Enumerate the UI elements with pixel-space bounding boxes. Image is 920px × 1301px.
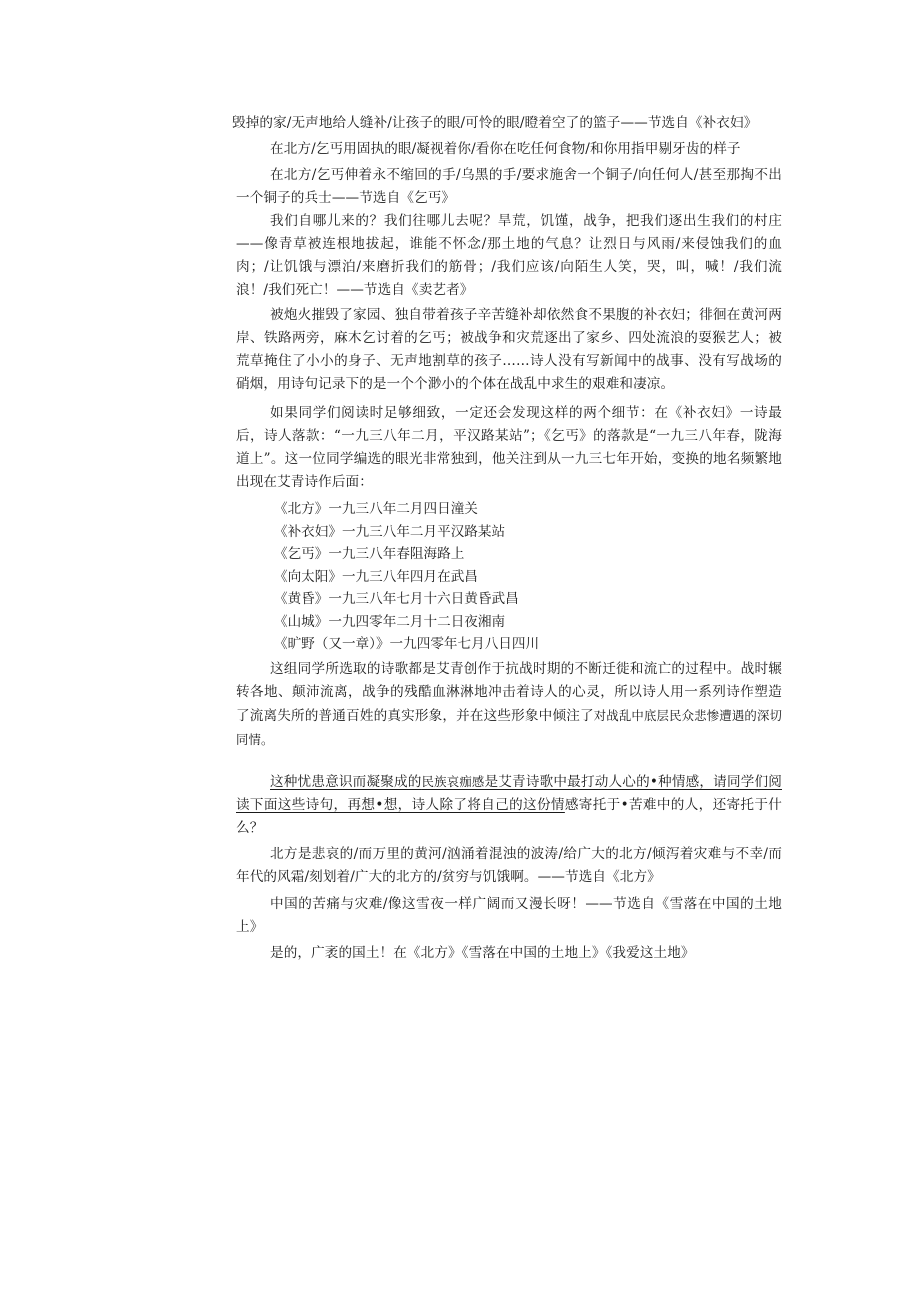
excerpt-xue-luo: 中国的苦痛与灾难/像这雪夜一样广阔而又漫长呀！——节选自《雪落在中国的土地上》 [236,896,782,935]
list-item: 《乞丐》一九三八年春阻海路上 [274,546,465,562]
question-underlined-2: 是艾青诗歌中最打动人心的•种情感，请同学们阅读下面这些诗句，再想•想，诗人除了将自己的这份情 [236,774,782,813]
closing-line: 是的，广袤的国土！在《北方》《雪落在中国的土地上》《我爱这土地》 [270,945,695,961]
list-item: 《山城》一九四零年二月十二日夜湘南 [274,613,506,630]
excerpt-section [232,112,783,752]
summary-main: 这组同学所选取的诗歌都是艾青创作于抗战时期的不断迁徙和流亡的过程中。战时辗转各地、颠沛流离，战争的残酷血淋淋地冲击着诗人的心灵，所以诗人用一系列诗作塑造了流离失所的普通百姓的真实形象，并在这些形象中倾注了 [236,660,782,724]
excerpt-qi-gai-2: 在北方/乞丐伸着永不缩回的手/乌黑的手/要求施舍一个铜子/向任何人/甚至那掏不出一个铜子的兵士——节选自《乞丐》 [236,167,782,206]
summary-paragraph [236,658,782,752]
question-rest: 感寄托于•苦难中的人，还寄托于什么？ [236,797,782,836]
analysis-paragraph: 被炮火摧毁了家园、独自带着孩子辛苦缝补却依然食不果腹的补衣妇；徘徊在黄河两岸、铁路两旁，麻木乞讨着的乞丐；被战争和灾荒逐出了家乡、四处流浪的耍猴艺人；被荒草掩住了小小的身子、无声地割草的孩子……诗人没有写新闻中的战事、没有写战场的硝烟，用诗句记录下的是一个个渺小的个体在战乱中求生的艰难和凄凉。 [236,307,782,392]
question-underlined-sans: 民族哀痂感 [421,774,485,789]
list-item: 《向太阳》一九三八年四月在武昌 [274,568,478,585]
list-item: 《黄昏》一九三八年七月十六日黄昏武昌 [274,591,519,607]
summary-sans-tail: 对战乱中底层民众悲惨遭遇的深切同情。 [236,707,783,747]
excerpt-bu-yi-fu: 毁掉的家/无声地给人缝补/让孩子的眼/可怜的眼/瞪着空了的篮子——节选自《补衣妇》 [232,115,758,131]
excerpt-bei-fang: 北方是悲哀的/而万里的黄河/汹涌着混浊的波涛/给广大的北方/倾泻着灾难与不幸/而年代的风霜/刻划着/广大的北方的/贫穷与饥饿啊。——节选自《北方》 [236,846,782,885]
list-item: 《旷野（又一章）》一九四零年七月八日四川 [274,636,540,652]
excerpt-mai-yi-zhe: 我们自哪儿来的？我们往哪儿去呢？旱荒，饥馑，战争，把我们逐出生我们的村庄——像青草被连根地拔起，谁能不怀念/那土地的气息？让烈日与风雨/来侵蚀我们的血肉；/让饥饿与漂泊/来磨折我们的筋骨；/我们应该/向陌生人笑，哭，叫，喊！/我们流浪！/我们死亡！——节选自《卖艺者》 [236,213,782,298]
poem-date-list [236,498,782,656]
list-item: 《补衣妇》一九三八年二月平汉路某站 [274,523,506,540]
question-underlined-1: 这种忧患意识而凝聚成的 [270,774,422,790]
question-paragraph [236,770,782,840]
list-item: 《北方》一九三八年二月四日潼关 [274,501,478,517]
detail-paragraph: 如果同学们阅读时足够细致，一定还会发现这样的两个细节：在《补衣妇》一诗最后，诗人落款：“一九三八年二月，平汉路某站”；《乞丐》的落款是“一九三八年春，陇海道上”。这一位同学编选的眼光非常独到，他关注到从一九三七年开始，变换的地名频繁地出现在艾青诗作后面： [236,405,782,490]
excerpt-qi-gai-1: 在北方/乞丐用固执的眼/凝视着你/看你在吃任何食物/和你用指甲剔牙齿的样子 [270,141,741,157]
question-section [236,770,782,965]
